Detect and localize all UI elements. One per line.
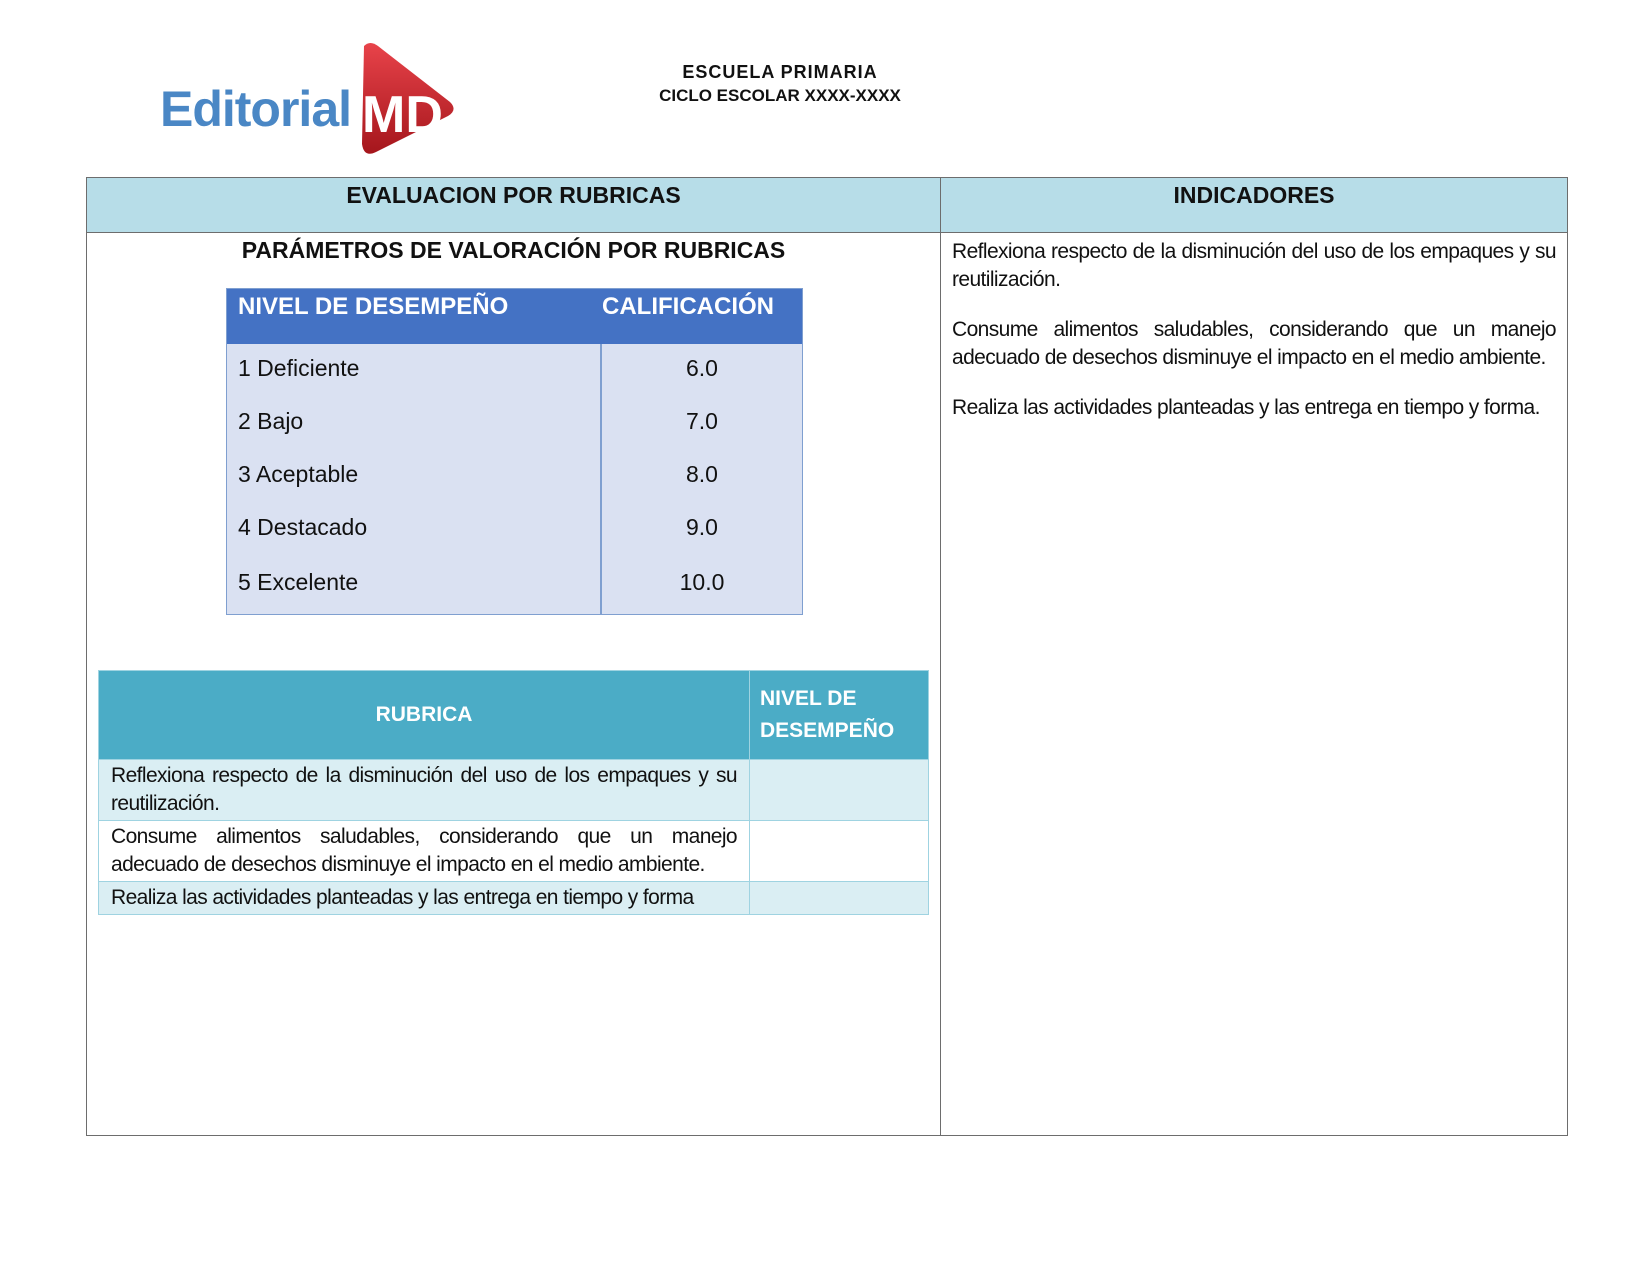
table-row	[99, 760, 929, 821]
level-name: 3 Aceptable	[238, 461, 359, 487]
rubric-text: Realiza las actividades planteadas y las entrega en tiempo y forma	[99, 882, 750, 915]
rubric-level-cell[interactable]	[750, 882, 929, 915]
level-name: 4 Destacado	[238, 514, 368, 540]
indicator-item: Reflexiona respecto de la disminución del uso de los empaques y su reutilización.	[952, 240, 1556, 291]
level-name: 5 Excelente	[238, 569, 359, 595]
level-row	[227, 408, 802, 448]
rubric-level-cell[interactable]	[750, 760, 929, 821]
level-name: 2 Bajo	[238, 408, 304, 434]
indicators-list	[941, 233, 1567, 422]
performance-level-header	[227, 289, 802, 344]
level-row	[227, 355, 802, 395]
editorial-md-logo	[160, 40, 460, 160]
level-name: 1 Deficiente	[238, 355, 360, 381]
calificacion-col-header: CALIFICACIÓN	[602, 293, 774, 320]
rubric-col-header: RUBRICA	[99, 671, 750, 760]
level-value: 8.0	[686, 461, 718, 487]
indicators-column	[941, 178, 1567, 1135]
level-value: 9.0	[686, 514, 718, 540]
level-row	[227, 514, 802, 554]
level-row	[227, 461, 802, 501]
level-row	[227, 569, 802, 609]
school-heading	[600, 62, 960, 106]
evaluation-header: EVALUACION POR RUBRICAS	[87, 178, 940, 233]
rubric-text: Consume alimentos saludables, considerando que un manejo adecuado de desechos disminuye el impacto en el medio ambiente.	[99, 821, 750, 882]
level-value: 7.0	[686, 408, 718, 434]
indicator-item: Realiza las actividades planteadas y las entrega en tiempo y forma.	[952, 396, 1540, 419]
school-name: ESCUELA PRIMARIA	[682, 62, 878, 82]
table-row	[99, 882, 929, 915]
rubric-text: Reflexiona respecto de la disminución del uso de los empaques y su reutilización.	[99, 760, 750, 821]
performance-level-table	[226, 288, 803, 615]
nivel-col-header: NIVEL DE DESEMPEÑO	[238, 293, 509, 320]
table-row	[99, 821, 929, 882]
rubric-level-cell[interactable]	[750, 821, 929, 882]
evaluation-table	[86, 177, 1568, 1136]
level-col-header: NIVEL DE DESEMPEÑO	[750, 671, 929, 760]
logo-text: Editorial	[160, 81, 352, 137]
level-value: 6.0	[686, 355, 718, 381]
evaluation-column	[87, 178, 941, 1135]
svg-text:MD: MD	[362, 86, 443, 144]
school-cycle: CICLO ESCOLAR XXXX-XXXX	[659, 86, 901, 105]
indicators-header: INDICADORES	[941, 178, 1567, 233]
indicator-item: Consume alimentos saludables, considerando que un manejo adecuado de desechos disminuye el impacto en el medio ambiente.	[952, 318, 1556, 369]
params-title: PARÁMETROS DE VALORACIÓN POR RUBRICAS	[241, 237, 786, 263]
rubric-table	[98, 670, 929, 915]
logo-play-icon	[350, 40, 460, 155]
level-value: 10.0	[679, 569, 725, 595]
